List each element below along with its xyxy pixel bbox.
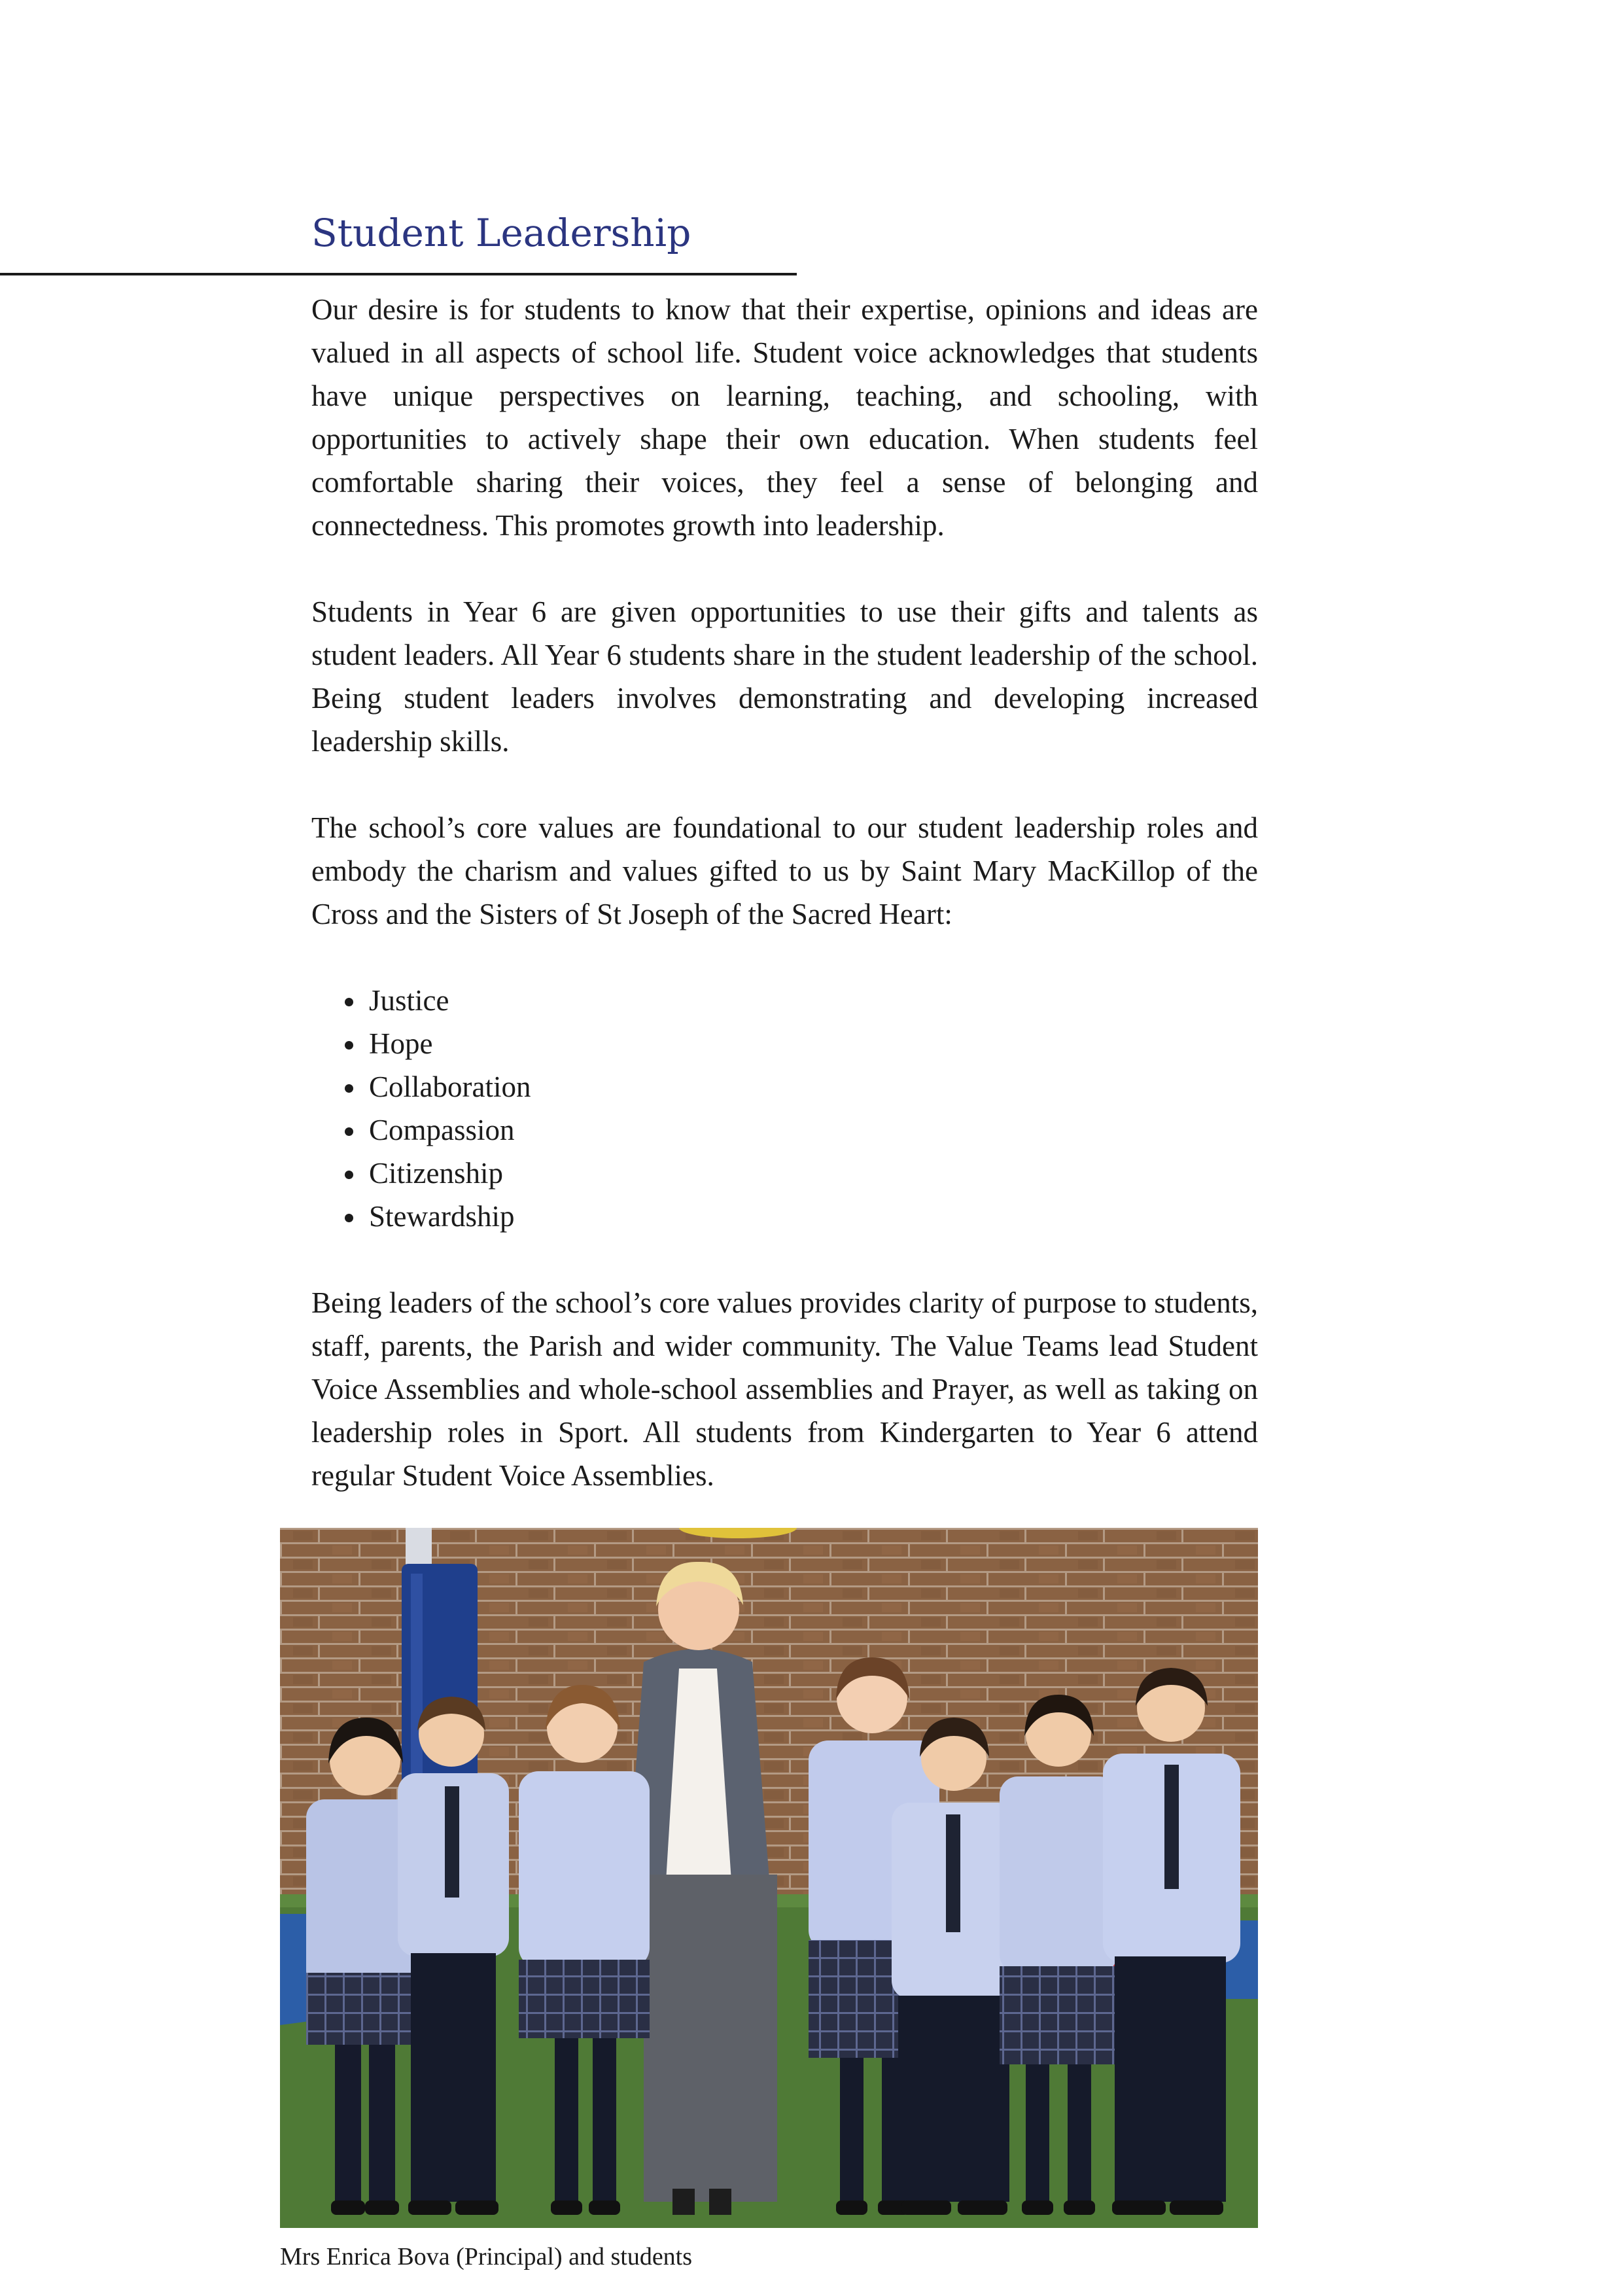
- body-text: [311, 288, 1258, 1540]
- list-item: • Collaboration: [366, 1065, 1258, 1108]
- list-item: • Justice: [366, 979, 1258, 1022]
- paragraph-student-voice: Our desire is for students to know that their expertise, opinions and ideas are valued in all aspects of school life. Student voice acknowledges that students have unique perspectives on learning, teaching, and schooling, with opportunities to actively shape their own education. When students feel comfortable sharing their voices, they feel a sense of belonging and connectedness. This promotes growth into leadership.: [311, 293, 1258, 542]
- list-item: • Stewardship: [366, 1195, 1258, 1238]
- paragraph-year-6-leaders: Students in Year 6 are given opportunities to use their gifts and talents as student leaders. All Year 6 students share in the student leadership of the school. Being student leaders involves demonstrating and developing increased leadership skills.: [311, 595, 1258, 758]
- photo-caption: Mrs Enrica Bova (Principal) and students: [280, 2243, 693, 2270]
- list-item: • Hope: [366, 1022, 1258, 1065]
- list-item: • Citizenship: [366, 1152, 1258, 1195]
- core-values-list: [311, 979, 1258, 1238]
- list-item: • Compassion: [366, 1108, 1258, 1152]
- section-heading: Student Leadership: [311, 211, 691, 255]
- heading-rule: [0, 273, 797, 275]
- paragraph-core-values-intro: The school’s core values are foundational to our student leadership roles and embody the charism and values gifted to us by Saint Mary MacKillop of the Cross and the Sisters of St Joseph of the Sacred Heart:: [311, 811, 1258, 930]
- group-photo-illustration: [280, 1528, 1258, 2228]
- group-photo: [280, 1528, 1258, 2228]
- paragraph-value-teams: Being leaders of the school’s core values provides clarity of purpose to students, staff, parents, the Parish and wider community. The Value Teams lead Student Voice Assemblies and whole-school assemblies and Prayer, as well as taking on leadership roles in Sport. All students from Kindergarten to Year 6 attend regular Student Voice Assemblies.: [311, 1286, 1258, 1492]
